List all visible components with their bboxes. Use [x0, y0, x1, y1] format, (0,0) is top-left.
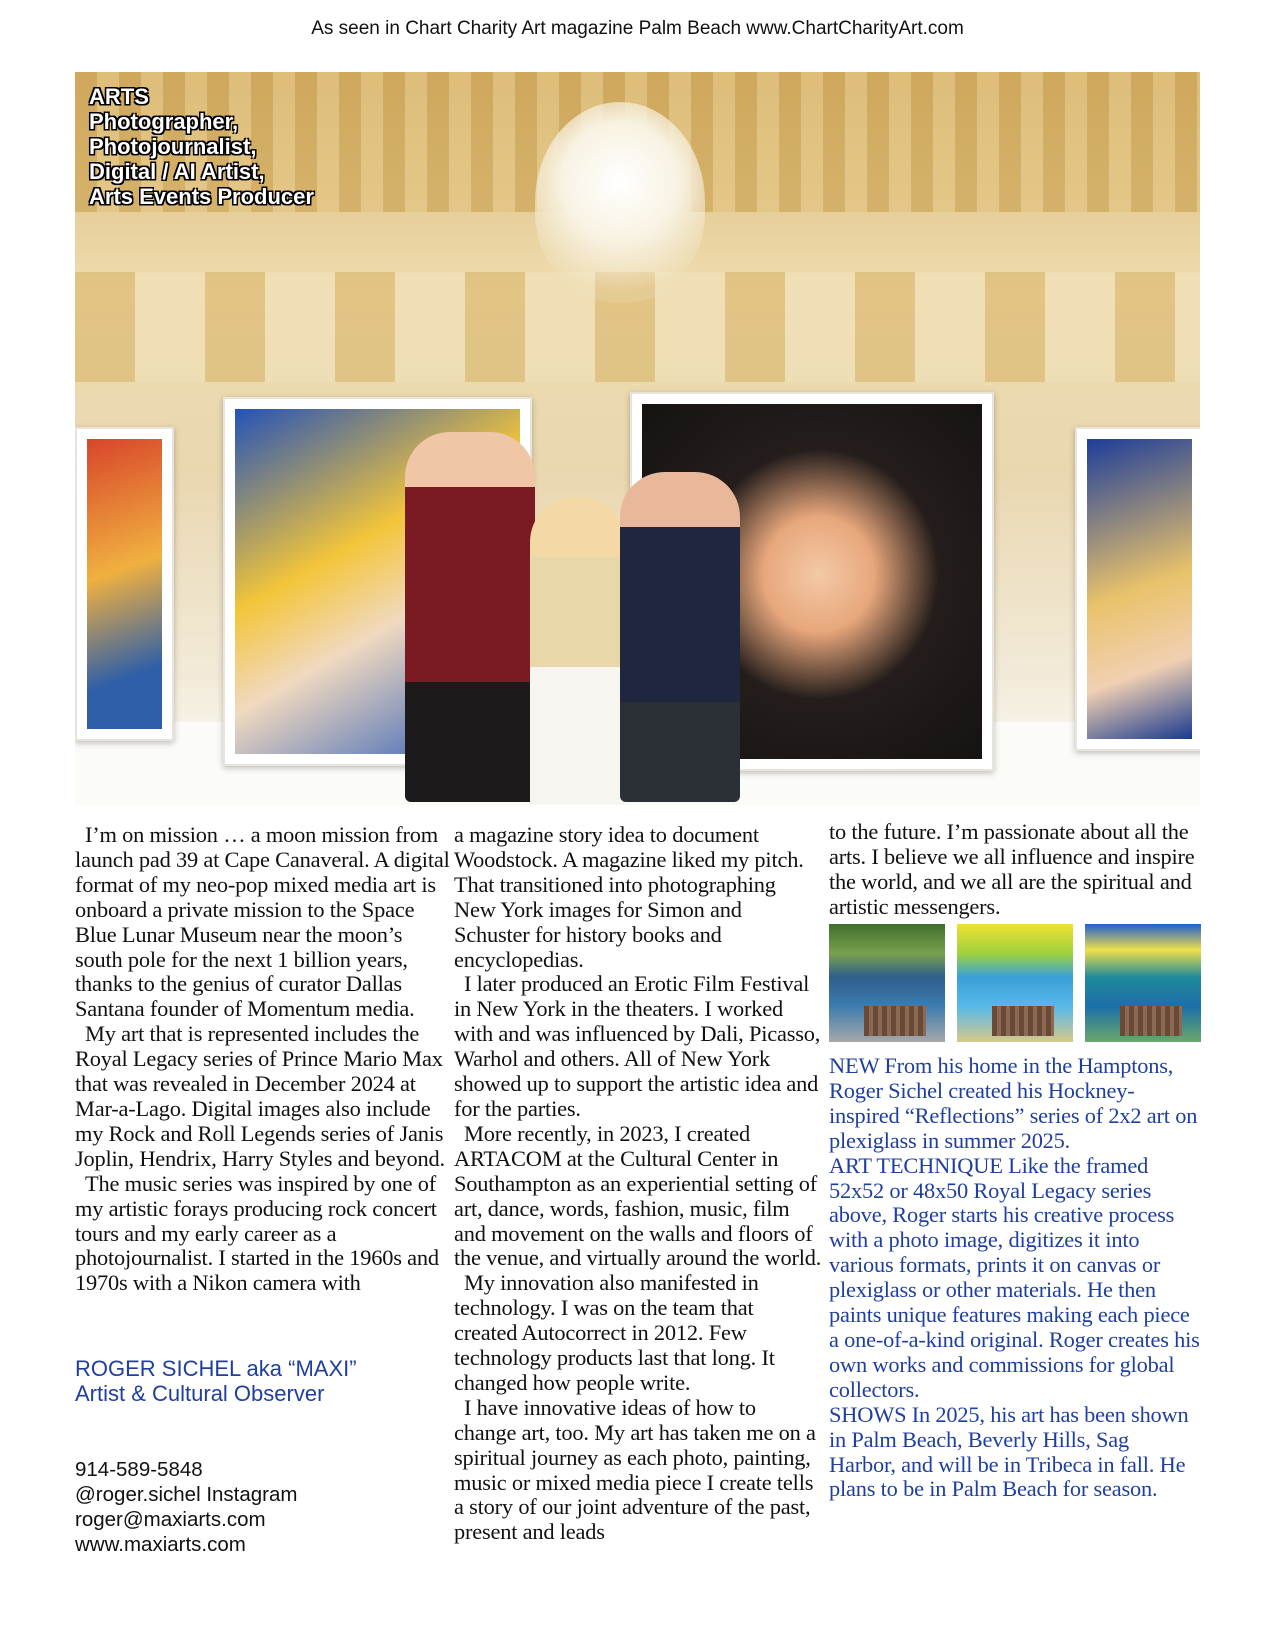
reflections-image	[829, 924, 945, 1042]
contact-website[interactable]: www.maxiarts.com	[75, 1533, 246, 1556]
author-byline	[75, 1356, 451, 1406]
painting-right	[1075, 427, 1200, 751]
bench	[864, 1006, 926, 1036]
hero-caption-line: ARTS	[89, 84, 149, 109]
reflections-image	[957, 924, 1073, 1042]
hero-caption	[89, 84, 314, 209]
bench	[992, 1006, 1054, 1036]
person-gold-top	[530, 497, 625, 805]
contact-phone: 914-589-5848	[75, 1458, 203, 1481]
contact-block	[75, 1457, 451, 1557]
paragraph: I’m on mission … a moon mission from launch pad 39 at Cape Canaveral. A digital format of my neo-pop mixed media art is onboard a private mission to the Space Blue Lunar Museum near the moon’s south pole for the next 1 billion years, thanks to the genius of curator Dallas Santana founder of Momentum media.	[75, 822, 450, 1022]
hero-caption-line: Photojournalist,	[89, 134, 257, 159]
reflections-thumbnails	[829, 924, 1201, 1042]
sidebar-paragraph: ART TECHNIQUE Like the framed 52x52 or 48x50 Royal Legacy series above, Roger starts his creative process with a photo image, digitizes it into various formats, prints it on canvas or plexiglass or other materials. He then paints unique features making each piece a one-of-a-kind original. Roger creates his own works and commissions for global collectors.	[829, 1152, 1200, 1402]
chandelier	[535, 102, 705, 302]
paragraph: More recently, in 2023, I created ARTACOM at the Cultural Center in Southampton as an experiential setting of art, dance, words, fashion, music, film and movement on the walls and floors of the venue, and virtually around the world.	[454, 1120, 822, 1271]
paragraph: The music series was inspired by one of my artistic forays producing rock concert tours and my early career as a photojournalist. I started in the 1960s and 1970s with a Nikon camera with	[75, 1170, 439, 1296]
article-column-2	[454, 823, 822, 1545]
hero-caption-line: Digital / AI Artist,	[89, 159, 265, 184]
hero-caption-line: Arts Events Producer	[89, 184, 314, 209]
contact-instagram[interactable]: @roger.sichel Instagram	[75, 1483, 298, 1506]
paragraph: My art that is represented includes the Royal Legacy series of Prince Mario Max that was revealed in December 2024 at Mar-a-Lago. Digital images also include my Rock and Roll Legends series of Janis Joplin, Hendrix, Harry Styles and beyond.	[75, 1021, 445, 1171]
hero-caption-line: Photographer,	[89, 109, 239, 134]
masthead: As seen in Chart Charity Art magazine Palm Beach www.ChartCharityArt.com	[311, 18, 964, 39]
author-name: ROGER SICHEL aka “MAXI”	[75, 1356, 357, 1381]
article-column-3	[829, 820, 1201, 920]
paragraph: My innovation also manifested in technology. I was on the team that created Autocorrect in 2012. Few technology products last that long. It changed how people write.	[454, 1270, 775, 1395]
sidebar-paragraph: SHOWS In 2025, his art has been shown in Palm Beach, Beverly Hills, Sag Harbor, and will be in Tribeca in fall. He plans to be in Palm Beach for season.	[829, 1401, 1189, 1502]
bench	[1120, 1006, 1182, 1036]
person-red-jacket	[405, 432, 535, 802]
hero-photo	[75, 72, 1200, 805]
sidebar-paragraph: NEW From his home in the Hamptons, Roger Sichel created his Hockney-inspired “Reflections” series of 2x2 art on plexiglass in summer 2025.	[829, 1053, 1198, 1153]
paragraph: I later produced an Erotic Film Festival in New York in the theaters. I worked with and was influenced by Dali, Picasso, Warhol and others. All of New York showed up to support the artistic idea and for the parties.	[454, 971, 821, 1121]
sidebar-notes	[829, 1054, 1201, 1502]
author-title: Artist & Cultural Observer	[75, 1381, 325, 1406]
paragraph: a magazine story idea to document Woodstock. A magazine liked my pitch. That transitioned into photographing New York images for Simon and Schuster for history books and encyclopedias.	[454, 822, 804, 972]
reflections-image	[1085, 924, 1201, 1042]
paragraph: to the future. I’m passionate about all the arts. I believe we all influence and inspire the world, and we all are the spiritual and artistic messengers.	[829, 819, 1195, 919]
contact-email[interactable]: roger@maxiarts.com	[75, 1508, 266, 1531]
article-column-1	[75, 823, 451, 1296]
painting-left	[75, 427, 174, 741]
paragraph: I have innovative ideas of how to change art, too. My art has taken me on a spiritual journey as each photo, painting, music or mixed media piece I create tells a story of our joint adventure of the past, present and leads	[454, 1394, 816, 1545]
person-navy-blazer	[620, 472, 740, 802]
